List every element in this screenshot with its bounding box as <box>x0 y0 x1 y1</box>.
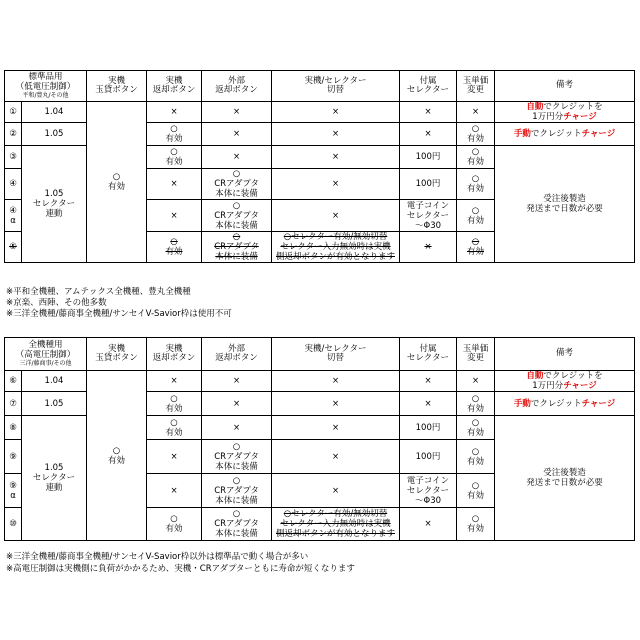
mark-cell: × <box>147 200 202 232</box>
mark-cell: × <box>272 416 400 440</box>
mark-cell: × <box>457 102 495 123</box>
table-header-row <box>5 338 635 371</box>
version-cell: 1.05 <box>22 123 87 146</box>
mark-cell: ○ 有効 <box>457 123 495 146</box>
remark-order: 受注後製造 発送まで日数が必要 <box>495 416 635 541</box>
row-number: ④ <box>5 169 22 200</box>
row-number: ⑩ <box>5 508 22 541</box>
adapter-cell: ○ CRアダプタ 本体に装備 <box>202 474 272 508</box>
note-line: ※京楽、西陣、その他多数 <box>6 298 107 308</box>
adapter-cell: ○ CRアダプタ 本体に装備 <box>202 169 272 200</box>
mark-cell: × <box>202 416 272 440</box>
row-number: ⑨ <box>5 440 22 474</box>
note-line: ※三洋全機種/藤商事全機種/サンセイV-Savior枠は使用不可 <box>6 309 232 319</box>
header-selector: 付属 セレクター <box>400 338 457 371</box>
row-number: ⑧ <box>5 416 22 440</box>
mark-cell: × <box>400 232 457 263</box>
mark-cell: × <box>272 146 400 169</box>
remark-order: 受注後製造 発送まで日数が必要 <box>495 146 635 263</box>
mark-cell: ○ 有効 <box>457 146 495 169</box>
mark-cell: ○ 有効 <box>457 200 495 232</box>
spec-table-standard <box>4 70 635 263</box>
mark-cell: ○ 有効 <box>147 146 202 169</box>
table-header-row <box>5 71 635 102</box>
switch-cell: ○セレクター有効/無効切替 セレクター入力無効時は実機 側返却ボタンが有効となります <box>272 508 400 541</box>
mark-cell: × <box>202 392 272 416</box>
header-unit-price: 玉単価 変更 <box>457 71 495 102</box>
selector-cell: 100円 <box>400 169 457 200</box>
mark-cell: × <box>272 474 400 508</box>
lend-button-cell: ○ 有効 <box>87 102 147 263</box>
adapter-cell: ○ CRアダプタ 本体に装備 <box>202 232 272 263</box>
row-number: ④ α <box>5 200 22 232</box>
header-unit-price: 玉単価 変更 <box>457 338 495 371</box>
mark-cell: ○ 有効 <box>457 508 495 541</box>
mark-cell: × <box>400 123 457 146</box>
selector-cell: 100円 <box>400 146 457 169</box>
mark-cell: ○ 有効 <box>147 232 202 263</box>
mark-cell: × <box>147 440 202 474</box>
mark-cell: ○ 有効 <box>147 392 202 416</box>
mark-cell: ○ 有効 <box>147 508 202 541</box>
header-model: 全機種用 （高電圧制御） 三洋/藤商事/その他 <box>5 338 87 371</box>
mark-cell: × <box>202 146 272 169</box>
mark-cell: × <box>202 123 272 146</box>
mark-cell: ○ 有効 <box>147 416 202 440</box>
mark-cell: × <box>272 102 400 123</box>
mark-cell: ○ 有効 <box>147 123 202 146</box>
mark-cell: ○ 有効 <box>457 474 495 508</box>
row-number: ⑦ <box>5 392 22 416</box>
row-number: ① <box>5 102 22 123</box>
mark-cell: × <box>272 169 400 200</box>
row-number: ② <box>5 123 22 146</box>
mark-cell: × <box>272 392 400 416</box>
mark-cell: × <box>147 474 202 508</box>
mark-cell: × <box>147 371 202 392</box>
mark-cell: × <box>147 102 202 123</box>
mark-cell: × <box>272 440 400 474</box>
mark-cell: × <box>400 392 457 416</box>
spec-table-high-voltage <box>4 337 635 541</box>
header-return-button: 実機 返却ボタン <box>147 71 202 102</box>
mark-cell: ○ 有効 <box>457 169 495 200</box>
coin-selector-cell: 電子コイン セレクター ～Φ30 <box>400 474 457 508</box>
header-lend-button: 実機 玉貸ボタン <box>87 338 147 371</box>
header-return-button: 実機 返却ボタン <box>147 338 202 371</box>
adapter-cell: ○ CRアダプタ 本体に装備 <box>202 440 272 474</box>
remark-auto: 自動でクレジットを 1万円分チャージ <box>495 371 635 392</box>
mark-cell: × <box>147 169 202 200</box>
note-line: ※高電圧制御は実機側に負荷がかかるため、実機・CRアダプターともに寿命が短くなります <box>6 564 355 574</box>
lend-button-cell: ○ 有効 <box>87 371 147 541</box>
mark-cell: ○ 有効 <box>457 392 495 416</box>
mark-cell: × <box>272 123 400 146</box>
table-row <box>5 102 635 123</box>
mark-cell: × <box>272 200 400 232</box>
mark-cell: × <box>400 102 457 123</box>
note-line: ※三洋全機種/藤商事全機種/サンセイV-Savior枠以外は標準品で動く場合が多い <box>6 552 309 562</box>
coin-selector-cell: 電子コイン セレクター ～Φ30 <box>400 200 457 232</box>
selector-cell: 100円 <box>400 416 457 440</box>
version-cell: 1.05 セレクター 連動 <box>22 416 87 541</box>
header-switch: 実機/セレクター 切替 <box>272 71 400 102</box>
mark-cell: × <box>400 371 457 392</box>
version-cell: 1.04 <box>22 102 87 123</box>
header-model: 標準品用 （低電圧制御） 平和/豊丸/その他 <box>5 71 87 102</box>
header-switch: 実機/セレクター 切替 <box>272 338 400 371</box>
mark-cell: ○ 有効 <box>457 416 495 440</box>
row-number: ⑨ α <box>5 474 22 508</box>
remark-auto: 自動でクレジットを 1万円分チャージ <box>495 102 635 123</box>
adapter-cell: ○ CRアダプタ 本体に装備 <box>202 200 272 232</box>
mark-cell: × <box>457 371 495 392</box>
version-cell: 1.05 セレクター 連動 <box>22 146 87 263</box>
header-external-return: 外部 返却ボタン <box>202 71 272 102</box>
header-remarks: 備考 <box>495 71 635 102</box>
mark-cell: ○ 有効 <box>457 440 495 474</box>
note-line: ※平和全機種、アムテックス全機種、豊丸全機種 <box>6 287 191 297</box>
header-external-return: 外部 返却ボタン <box>202 338 272 371</box>
header-selector: 付属 セレクター <box>400 71 457 102</box>
mark-cell: ○ 有効 <box>457 232 495 263</box>
version-cell: 1.04 <box>22 371 87 392</box>
version-cell: 1.05 <box>22 392 87 416</box>
remark-manual: 手動でクレジットチャージ <box>495 123 635 146</box>
adapter-cell: ○ CRアダプタ 本体に装備 <box>202 508 272 541</box>
row-number: ⑥ <box>5 371 22 392</box>
table-row <box>5 371 635 392</box>
mark-cell: × <box>272 371 400 392</box>
mark-cell: × <box>400 508 457 541</box>
switch-cell: ○セレクター有効/無効切替 セレクター入力無効時は実機 側返却ボタンが有効となります <box>272 232 400 263</box>
row-number: ③ <box>5 146 22 169</box>
header-lend-button: 実機 玉貸ボタン <box>87 71 147 102</box>
mark-cell: × <box>202 371 272 392</box>
row-number: ⑤ <box>5 232 22 263</box>
remark-manual: 手動でクレジットチャージ <box>495 392 635 416</box>
mark-cell: × <box>202 102 272 123</box>
header-remarks: 備考 <box>495 338 635 371</box>
selector-cell: 100円 <box>400 440 457 474</box>
